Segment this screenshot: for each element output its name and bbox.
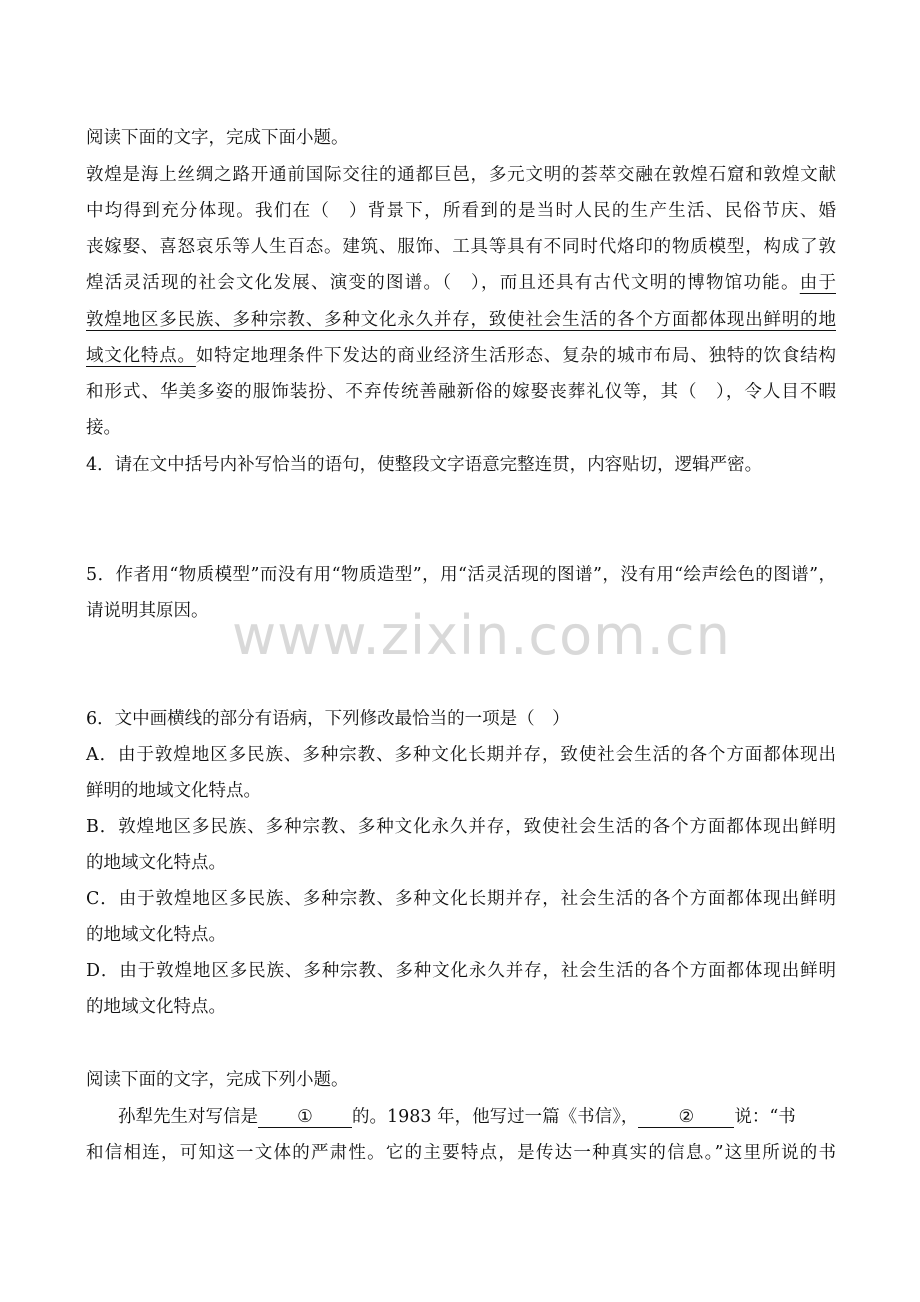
passage2-line-1 <box>118 1105 836 1129</box>
section1-instruction: 阅读下面的文字，完成下面小题。 <box>86 128 349 148</box>
underlined-sentence-end: 域文化特点。 <box>86 346 196 366</box>
passage-line-8: 接。 <box>86 418 121 438</box>
passage-line-4-text: 煌活灵活现的社会文化发展、演变的图谱。（ ），而且还具有古代文明的博物馆功能。 <box>86 273 800 293</box>
passage-line-3: 丧嫁娶、喜怒哀乐等人生百态。建筑、服饰、工具等具有不同时代烙印的物质模型，构成了敦 <box>86 237 836 257</box>
underlined-sentence-middle: 敦煌地区多民族、多种宗教、多种文化永久并存，致使社会生活的各个方面都体现出鲜明的地 <box>86 310 836 330</box>
section2-instruction: 阅读下面的文字，完成下列小题。 <box>86 1070 349 1090</box>
option-b-line-2: 的地域文化特点。 <box>86 853 226 873</box>
passage-line-4 <box>86 271 836 295</box>
passage-line-6 <box>86 344 836 368</box>
question-5-line-2: 请说明其原因。 <box>86 601 209 621</box>
fill-blank-2: ② <box>638 1107 734 1128</box>
underlined-sentence-start: 由于 <box>799 273 836 293</box>
passage2-line-2: 和信相连，可知这一文体的严肃性。它的主要特点，是传达一种真实的信息。”这里所说的书 <box>86 1143 836 1163</box>
option-a-line-2: 鲜明的地域文化特点。 <box>86 781 261 801</box>
passage2-line-1-part-b: 的。1983 年，他写过一篇《书信》， <box>352 1107 639 1127</box>
fill-blank-1: ① <box>258 1107 352 1128</box>
watermark: www.zixin.com.cn <box>232 604 731 667</box>
option-d-line-1: D．由于敦煌地区多民族、多种宗教、多种文化永久并存，社会生活的各个方面都体现出鲜明 <box>86 961 836 981</box>
option-c-line-1: C．由于敦煌地区多民族、多种宗教、多种文化长期并存，社会生活的各个方面都体现出鲜明 <box>86 889 836 909</box>
option-c-line-2: 的地域文化特点。 <box>86 925 226 945</box>
passage-line-2: 中均得到充分体现。我们在（ ）背景下，所看到的是当时人民的生产生活、民俗节庆、婚 <box>86 201 836 221</box>
passage-line-6-text: 如特定地理条件下发达的商业经济生活形态、复杂的城市布局、独特的饮食结构 <box>195 346 836 366</box>
option-b-line-1: B．敦煌地区多民族、多种宗教、多种文化永久并存，致使社会生活的各个方面都体现出鲜明 <box>86 817 836 837</box>
option-d-line-2: 的地域文化特点。 <box>86 997 226 1017</box>
question-6-stem: 6．文中画横线的部分有语病，下列修改最恰当的一项是（ ） <box>86 709 570 729</box>
passage2-line-1-part-c: 说：“书 <box>734 1107 796 1127</box>
passage-line-1: 敦煌是海上丝绸之路开通前国际交往的通都巨邑，多元文明的荟萃交融在敦煌石窟和敦煌文献 <box>86 165 836 185</box>
question-5-line-1: 5．作者用“物质模型”而没有用“物质造型”，用“活灵活现的图谱”，没有用“绘声绘色的图谱”， <box>86 565 836 585</box>
passage-line-7: 和形式、华美多姿的服饰装扮、不弃传统善融新俗的嫁娶丧葬礼仪等，其（ ），令人目不暇 <box>86 382 836 402</box>
option-a-line-1: A．由于敦煌地区多民族、多种宗教、多种文化长期并存，致使社会生活的各个方面都体现出 <box>86 745 836 765</box>
question-4: 4．请在文中括号内补写恰当的语句，使整段文字语意完整连贯，内容贴切，逻辑严密。 <box>86 455 763 475</box>
passage2-line-1-part-a: 孙犁先生对写信是 <box>118 1107 258 1127</box>
